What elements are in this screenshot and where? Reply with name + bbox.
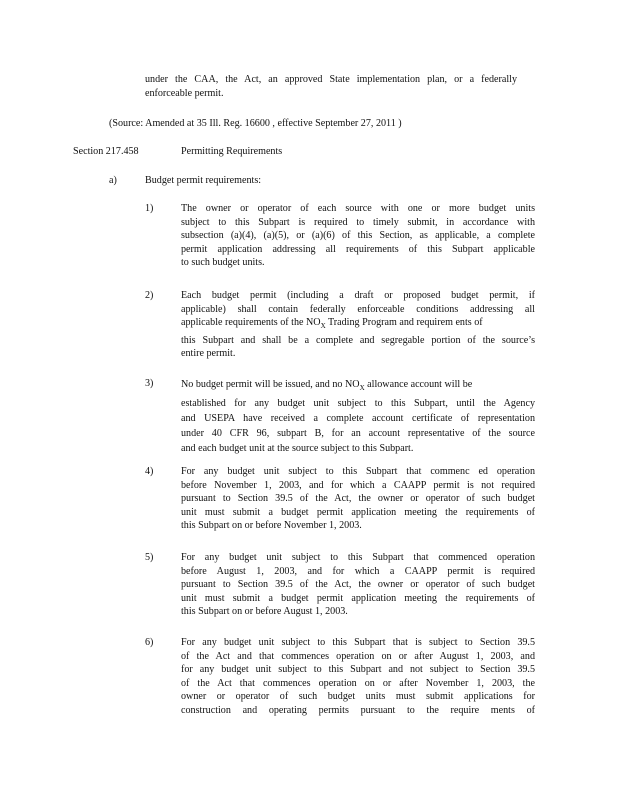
subscript-x: X (320, 322, 326, 331)
section-title: Permitting Requirements (181, 146, 283, 157)
item-line: under 40 CFR 96, subpart B, for an account representative of the source (181, 428, 535, 439)
item-paragraph (181, 289, 535, 361)
item-label: 5) (145, 552, 154, 563)
item-line: and USEPA have received a complete account certificate of representation (181, 413, 535, 424)
item-line: For any budget unit subject to this Subpart that is subject to Section 39.5 (181, 637, 535, 648)
item-line: permit application addressing all requirements of this Subpart applicable (181, 243, 535, 255)
item-line: unit must submit a budget permit application meeting the requirements of (181, 506, 535, 518)
item-line: this Subpart on or before November 1, 2003. (181, 520, 362, 532)
item-line: Each budget permit (including a draft or proposed budget permit, if (181, 290, 535, 301)
item-line: applicable) shall contain federally enforceable conditions addressing all (181, 303, 535, 315)
item-label: 1) (145, 203, 154, 214)
item-label: 4) (145, 466, 154, 477)
item-line: before August 1, 2003, and for which a CAAPP permit is required (181, 565, 535, 577)
item-label: 2) (145, 290, 154, 301)
item-line: and each budget unit at the source subject to this Subpart. (181, 443, 414, 454)
item-line: pursuant to Section 39.5 of the Act, the owner or operator of such budget (181, 579, 535, 591)
item-line: established for any budget unit subject to this Subpart, until the Agency (181, 398, 535, 409)
item-line: for any budget unit subject to this Subpart and not subject to Section 39.5 (181, 664, 535, 676)
intro-line: under the CAA, the Act, an approved State implementation plan, or a federally (145, 74, 517, 85)
item-paragraph (181, 636, 535, 718)
subsection-text: Budget permit requirements: (145, 175, 262, 186)
intro-line: enforceable permit. (145, 87, 224, 99)
source-note: (Source: Amended at 35 Ill. Reg. 16600 , effective September 27, 2011 ) (109, 118, 402, 129)
item-paragraph (181, 377, 535, 456)
item-paragraph (181, 202, 535, 270)
item-label: 3) (145, 378, 154, 389)
item-line: For any budget unit subject to this Subpart that commenc ed operation (181, 466, 535, 477)
item-paragraph (181, 465, 535, 533)
item-line: The owner or operator of each source with one or more budget units (181, 203, 535, 214)
item-line: construction and operating permits pursuant to the require ments of (181, 704, 535, 716)
item-line: For any budget unit subject to this Subpart that commenced operation (181, 552, 535, 563)
item-line: owner or operator of such budget units must submit applications for (181, 691, 535, 703)
item-line-text: No budget permit will be issued, and no NO (181, 379, 360, 390)
item-line: subject to this Subpart is required to timely submit, in accordance with (181, 216, 535, 228)
item-paragraph (181, 551, 535, 619)
item-line: this Subpart and shall be a complete and segregable portion of the source’s (181, 334, 535, 346)
item-line: pursuant to Section 39.5 of the Act, the owner or operator of such budget (181, 493, 535, 505)
item-line: to such budget units. (181, 257, 265, 269)
item-label: 6) (145, 637, 154, 648)
item-line: entire permit. (181, 348, 236, 360)
item-line: unit must submit a budget permit application meeting the requirements of (181, 592, 535, 604)
subsection-label: a) (109, 175, 117, 186)
item-line: this Subpart on or before August 1, 2003. (181, 606, 348, 618)
item-line: of the Act and that commences operation on or after August 1, 2003, and (181, 650, 535, 662)
item-line-with-subscript (181, 377, 535, 396)
item-line: of the Act that commences operation on or after November 1, 2003, the (181, 677, 535, 689)
item-line: before November 1, 2003, and for which a CAAPP permit is not required (181, 479, 535, 491)
intro-paragraph (145, 73, 517, 100)
item-line-text: applicable requirements of the NO (181, 317, 321, 329)
item-line-with-subscript (181, 316, 535, 334)
item-line-text: Trading Program and requirem ents of (325, 317, 483, 329)
section-number: Section 217.458 (73, 146, 139, 157)
item-line: subsection (a)(4), (a)(5), or (a)(6) of this Section, as applicable, a complete (181, 230, 535, 242)
item-line-text: allowance account will be (364, 379, 473, 390)
subscript-x: X (359, 384, 365, 392)
